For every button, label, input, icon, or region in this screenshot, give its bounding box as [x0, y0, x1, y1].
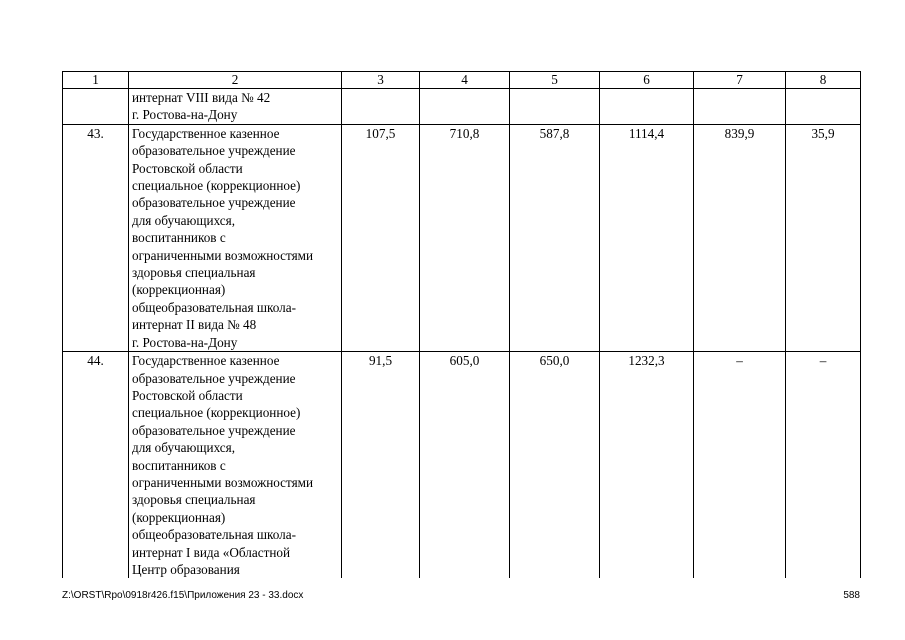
row-number: 43.: [63, 124, 129, 351]
header-cell: 4: [420, 72, 510, 89]
value-cell: [342, 89, 420, 125]
value-cell: 650,0: [510, 352, 600, 579]
page-number: 588: [843, 590, 860, 601]
table-header-row: [63, 72, 861, 89]
institution-name: [129, 89, 342, 125]
header-cell: 5: [510, 72, 600, 89]
data-table: [62, 71, 861, 578]
institution-name-text: Государственное казенное образовательное учреждение Ростовской области специальное (коррекционное) образовательное учреждение для обучающихся, воспитанников с ограниченными возможностями здоровья специальная (коррекционная) общеобразовательная школа- интернат I вида «Областной Центр образования: [132, 353, 314, 577]
value-cell: [694, 89, 786, 125]
header-cell: 1: [63, 72, 129, 89]
value-cell: 710,8: [420, 124, 510, 351]
value-cell: 587,8: [510, 124, 600, 351]
institution-name-text: интернат VIII вида № 42 г. Ростова-на-Дону: [132, 90, 271, 123]
table-row: [63, 124, 861, 351]
value-cell: 605,0: [420, 352, 510, 579]
header-cell: 3: [342, 72, 420, 89]
table-row: [63, 89, 861, 125]
value-cell: 1114,4: [600, 124, 694, 351]
value-cell: 35,9: [786, 124, 861, 351]
value-cell: [420, 89, 510, 125]
value-cell: –: [786, 352, 861, 579]
table-row: [63, 352, 861, 579]
value-cell: [786, 89, 861, 125]
institution-name: [129, 352, 342, 579]
row-number: [63, 89, 129, 125]
value-cell: [600, 89, 694, 125]
value-cell: –: [694, 352, 786, 579]
header-cell: 7: [694, 72, 786, 89]
value-cell: 1232,3: [600, 352, 694, 579]
header-cell: 6: [600, 72, 694, 89]
header-cell: 8: [786, 72, 861, 89]
value-cell: 839,9: [694, 124, 786, 351]
institution-name: [129, 124, 342, 351]
value-cell: [510, 89, 600, 125]
institution-name-text: Государственное казенное образовательное учреждение Ростовской области специальное (коррекционное) образовательное учреждение для обучающихся, воспитанников с ограниченными возможностями здоровья специальная (коррекционная) общеобразовательная школа- интернат II вида № 48 г. Ростова-на-Дону: [132, 125, 314, 350]
value-cell: 91,5: [342, 352, 420, 579]
row-number: 44.: [63, 352, 129, 579]
value-cell: 107,5: [342, 124, 420, 351]
header-cell: 2: [129, 72, 342, 89]
footer-file-path: Z:\ORST\Rpo\0918r426.f15\Приложения 23 - 33.docx: [62, 590, 304, 601]
